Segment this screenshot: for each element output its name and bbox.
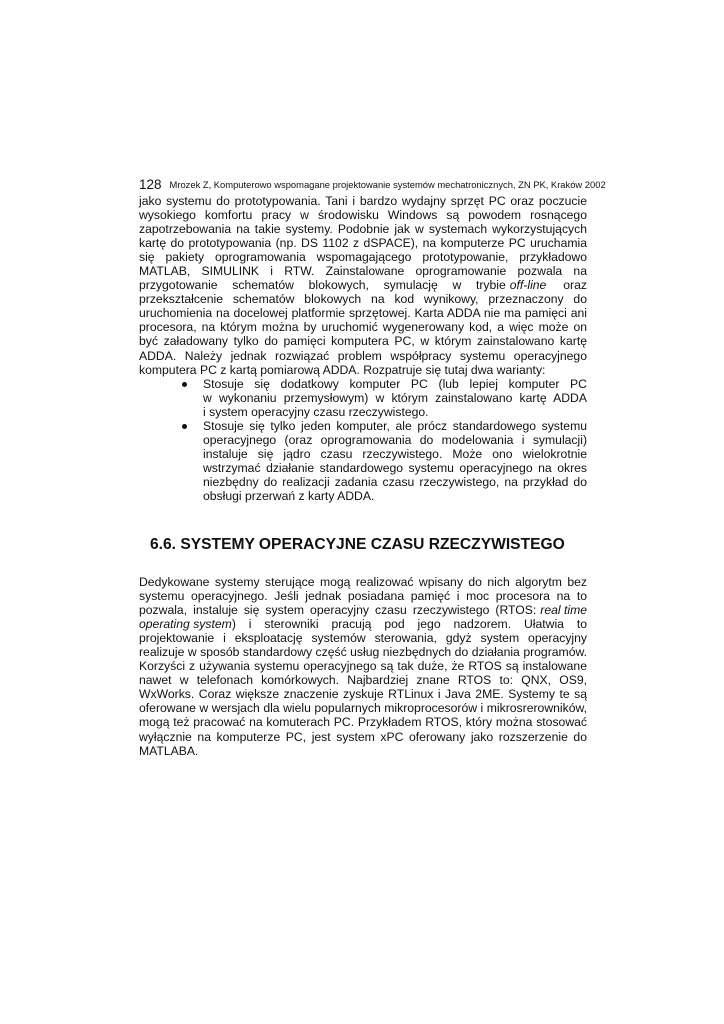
text-line: niezbędny do realizacji zadania czasu rzeczywistego, na przykład do (203, 475, 587, 490)
text-line: WxWorks. Coraz większe znaczenie zyskuje RTLinux i Java 2ME. Systemy te są (139, 687, 587, 702)
text-segment: oraz (563, 278, 587, 293)
text-line: uruchomienia na docelowej platformie sprzętowej. Karta ADDA nie ma pamięci ani (139, 306, 587, 321)
italic-term: real time (540, 603, 587, 618)
text-line: komputera PC z kartą pomiarową ADDA. Rozpatruje się tutaj dwa warianty: (139, 362, 546, 377)
text-line: się pakiety oprogramowania wspomagającego prototypowanie, przykładowo (139, 250, 587, 265)
text-line: procesora, na którym można by uruchomić wygenerowany kod, a więc może on (139, 320, 587, 335)
running-title: Mrozek Z, Komputerowo wspomagane projektowanie systemów mechatronicznych, ZN PK, Kraków 2002 (169, 179, 606, 190)
text-line: Dedykowane systemy sterujące mogą realizować wpisany do nich algorytm bez (139, 575, 587, 589)
text-line: oferowane w wersjach dla wielu popularnych mikroprocesorów i mikrosrerowników, (139, 701, 587, 716)
text-line: operacyjnego (oraz oprogramowania do modelowania i symulacji) (203, 433, 587, 448)
text-line: przekształcenie schematów blokowych na kod wynikowy, przeznaczony do (139, 292, 587, 307)
text-line: MATLABA. (139, 743, 199, 758)
text-line: instaluje się jądro czasu rzeczywistego. Może ono wielokrotnie (203, 447, 587, 462)
bullet-icon (182, 382, 187, 387)
text-line: nawet w telefonach komórkowych. Najbardziej znane RTOS to: QNX, OS9, (139, 673, 587, 688)
text-line: Stosuje się dodatkowy komputer PC (lub lepiej komputer PC (203, 377, 587, 391)
text-line: projektowanie i eksploatację systemów sterowania, gdyż system operacyjny (139, 631, 587, 646)
page-header (139, 176, 606, 194)
text-line: jako systemu do prototypowania. Tani i bardzo wydajny sprzęt PC oraz poczucie (139, 194, 587, 208)
text-line-offline (139, 278, 587, 292)
text-line: ADDA. Należy jednak rozwiązać problem współpracy systemu operacyjnego (139, 348, 587, 363)
text-segment-group (510, 278, 587, 292)
text-line: Stosuje się tylko jeden komputer, ale prócz standardowego systemu (203, 419, 587, 434)
text-line: systemu operacyjnego. Jeśli jednak posiadana pamięć i moc procesora na to (139, 589, 587, 604)
section-paragraph (139, 575, 587, 758)
text-line: realizuje w sposób standardowy część usług niezbędnych do działania programów. (139, 645, 587, 660)
italic-term: operating system (139, 617, 232, 632)
page-number: 128 (139, 177, 162, 192)
text-line: wysokiego komfortu pracy w środowisku Windows są powodem rosnącego (139, 208, 587, 223)
text-line: mogą też pracować na komuterach PC. Przykładem RTOS, który można stosować (139, 715, 587, 730)
text-line: i system operacyjny czasu rzeczywistego. (203, 405, 429, 420)
bullet-item (180, 419, 587, 503)
text-line: kartę do prototypowania (np. DS 1102 z dSPACE), na komputerze PC uruchamia (139, 236, 587, 251)
intro-paragraph (139, 194, 587, 377)
bullet-list (180, 377, 587, 503)
text-segment: ) i sterowniki pracują pod jego nadzorem. Ułatwia to (231, 617, 587, 632)
section-heading: 6.6. SYSTEMY OPERACYJNE CZASU RZECZYWISTEGO (150, 536, 565, 553)
text-line: zapotrzebowania na takie systemy. Podobnie jak w systemach wykorzystujących (139, 222, 587, 237)
text-line: MATLAB, SIMULINK i RTW. Zainstalowane oprogramowanie pozwala na (139, 264, 587, 279)
bullet-item (180, 377, 587, 419)
text-line: być załadowany tylko do pamięci komputera PC, w którym zainstalowano kartę (139, 334, 587, 349)
text-line: wyłącznie na komputerze PC, jest system xPC oferowany jako rozszerzenie do (139, 729, 587, 744)
bullet-icon (182, 424, 187, 429)
text-line: wstrzymać działanie standardowego systemu operacyjnego na okres (203, 461, 587, 476)
text-segment: pozwala, instaluje się system operacyjny czasu rzeczywistego (RTOS: (139, 603, 537, 618)
text-line: Korzyści z używania systemu operacyjnego są tak duże, że RTOS są instalowane (139, 659, 587, 674)
italic-term: off-line (509, 278, 547, 293)
text-segment: przygotowanie schematów blokowych, symulację w trybie (139, 278, 506, 293)
text-line-operating-system (139, 617, 587, 631)
text-line: w wykonaniu przemysłowym) w którym zainstalowano kartę ADDA (203, 391, 587, 406)
text-line: obsługi przerwań z karty ADDA. (203, 489, 375, 504)
text-line-rtos (139, 603, 587, 617)
